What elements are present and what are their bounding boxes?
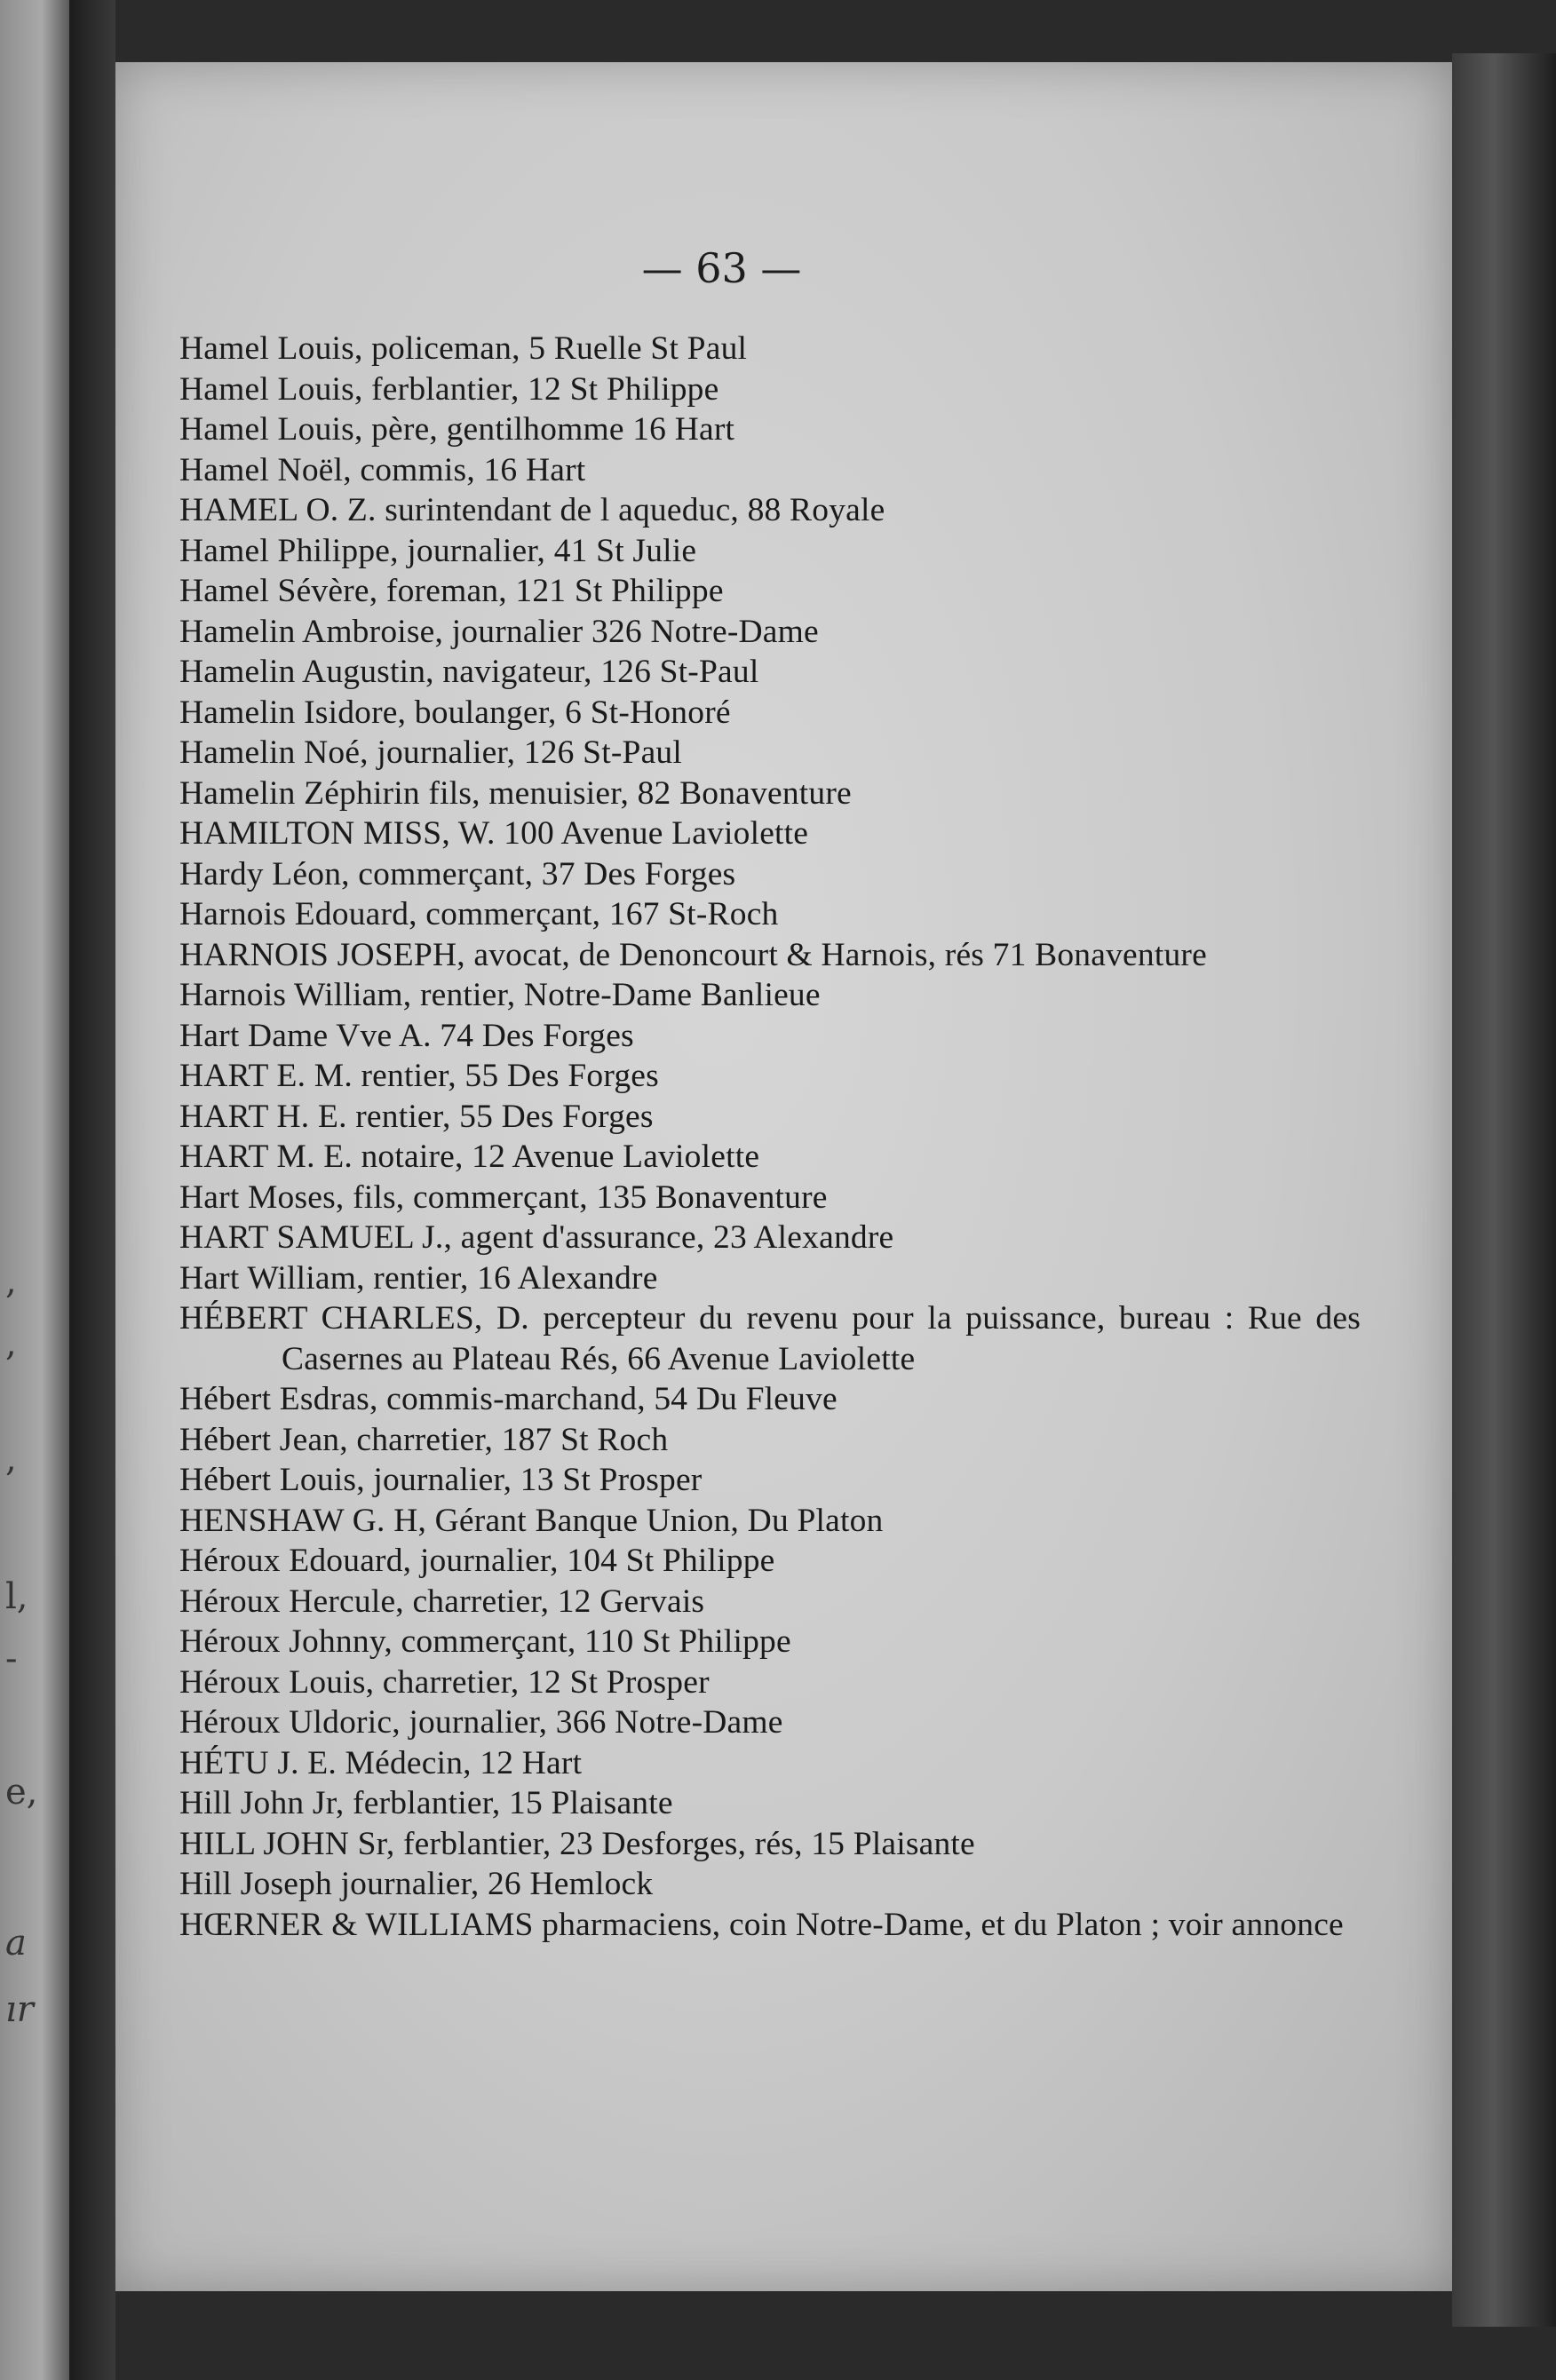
list-item: Hamel Louis, policeman, 5 Ruelle St Paul — [179, 330, 748, 367]
margin-mark: l, — [5, 1576, 28, 1617]
page-number: — 63 — — [641, 244, 802, 292]
directory-entries — [179, 329, 1361, 1945]
list-item: HÉBERT CHARLES, D. percepteur du revenu pour la puissance, bureau : Rue des Casernes au Plateau Rés, 66 Avenue Laviolette — [179, 1300, 1361, 1377]
list-item: HART E. M. rentier, 55 Des Forges — [179, 1058, 659, 1094]
list-item: Hamelin Zéphirin fils, menuisier, 82 Bonaventure — [179, 774, 852, 812]
margin-mark: , — [5, 1439, 17, 1480]
list-item: Harnois Edouard, commerçant, 167 St-Roch — [179, 896, 779, 932]
list-item: HAMEL O. Z. surintendant de l aqueduc, 88 Royale — [179, 492, 885, 528]
list-item: Hamel Philippe, journalier, 41 St Julie — [179, 532, 697, 569]
list-item: Hart William, rentier, 16 Alexandre — [179, 1259, 658, 1297]
list-item: Héroux Louis, charretier, 12 St Prosper — [179, 1663, 710, 1701]
list-item: Hébert Jean, charretier, 187 St Roch — [179, 1421, 669, 1458]
list-item: Hébert Esdras, commis-marchand, 54 Du Fleuve — [179, 1381, 838, 1417]
list-item: HILL JOHN Sr, ferblantier, 23 Desforges, rés, 15 Plaisante — [179, 1825, 975, 1862]
list-item: HENSHAW G. H, Gérant Banque Union, Du Platon — [179, 1502, 884, 1539]
document-page — [115, 62, 1452, 2291]
list-item: Hamelin Isidore, boulanger, 6 St-Honoré — [179, 694, 731, 731]
list-item: HART H. E. rentier, 55 Des Forges — [179, 1098, 654, 1135]
margin-mark: e, — [5, 1772, 38, 1813]
list-item: Hamel Noël, commis, 16 Hart — [179, 451, 586, 488]
list-item: Hamelin Ambroise, journalier 326 Notre-Dame — [179, 613, 819, 650]
list-item: Héroux Johnny, commerçant, 110 St Philippe — [179, 1623, 791, 1660]
list-item: Harnois William, rentier, Notre-Dame Banlieue — [179, 977, 821, 1013]
adjacent-page-edge — [0, 0, 69, 2380]
list-item: Héroux Uldoric, journalier, 366 Notre-Dame — [179, 1704, 783, 1741]
list-item: Hamel Louis, ferblantier, 12 St Philippe — [179, 370, 719, 408]
margin-mark: ır — [5, 1989, 34, 2030]
page-edge-shadow — [1452, 53, 1556, 2327]
margin-mark: , — [5, 1261, 17, 1302]
list-item: Hamelin Noé, journalier, 126 St-Paul — [179, 734, 683, 771]
list-item: HÉTU J. E. Médecin, 12 Hart — [179, 1744, 583, 1781]
margin-mark: a — [5, 1923, 27, 1964]
margin-mark: - — [5, 1638, 18, 1679]
list-item: Hill John Jr, ferblantier, 15 Plaisante — [179, 1785, 673, 1821]
margin-mark: , — [5, 1323, 17, 1364]
list-item: Hart Dame Vve A. 74 Des Forges — [179, 1017, 634, 1054]
list-item: HAMILTON MISS, W. 100 Avenue Laviolette — [179, 815, 809, 852]
list-item: Hill Joseph journalier, 26 Hemlock — [179, 1866, 654, 1902]
list-item: Hamelin Augustin, navigateur, 126 St-Paul — [179, 654, 759, 690]
list-item: Héroux Edouard, journalier, 104 St Philippe — [179, 1543, 775, 1579]
list-item: Hart Moses, fils, commerçant, 135 Bonaventure — [179, 1178, 828, 1216]
list-item: Héroux Hercule, charretier, 12 Gervais — [179, 1583, 705, 1620]
list-item: HART SAMUEL J., agent d'assurance, 23 Alexandre — [179, 1219, 894, 1256]
list-item: Hamel Sévère, foreman, 121 St Philippe — [179, 573, 724, 609]
list-item: Hardy Léon, commerçant, 37 Des Forges — [179, 855, 736, 892]
list-item: HŒRNER & WILLIAMS pharmaciens, coin Notre-Dame, et du Platon ; voir annonce — [179, 1906, 1344, 1943]
list-item: HARNOIS JOSEPH, avocat, de Denoncourt & Harnois, rés 71 Bonaventure — [179, 936, 1207, 973]
list-item: HART M. E. notaire, 12 Avenue Laviolette — [179, 1138, 760, 1175]
list-item: Hébert Louis, journalier, 13 St Prosper — [179, 1462, 703, 1498]
book-gutter — [69, 0, 115, 2380]
list-item: Hamel Louis, père, gentilhomme 16 Hart — [179, 411, 735, 448]
